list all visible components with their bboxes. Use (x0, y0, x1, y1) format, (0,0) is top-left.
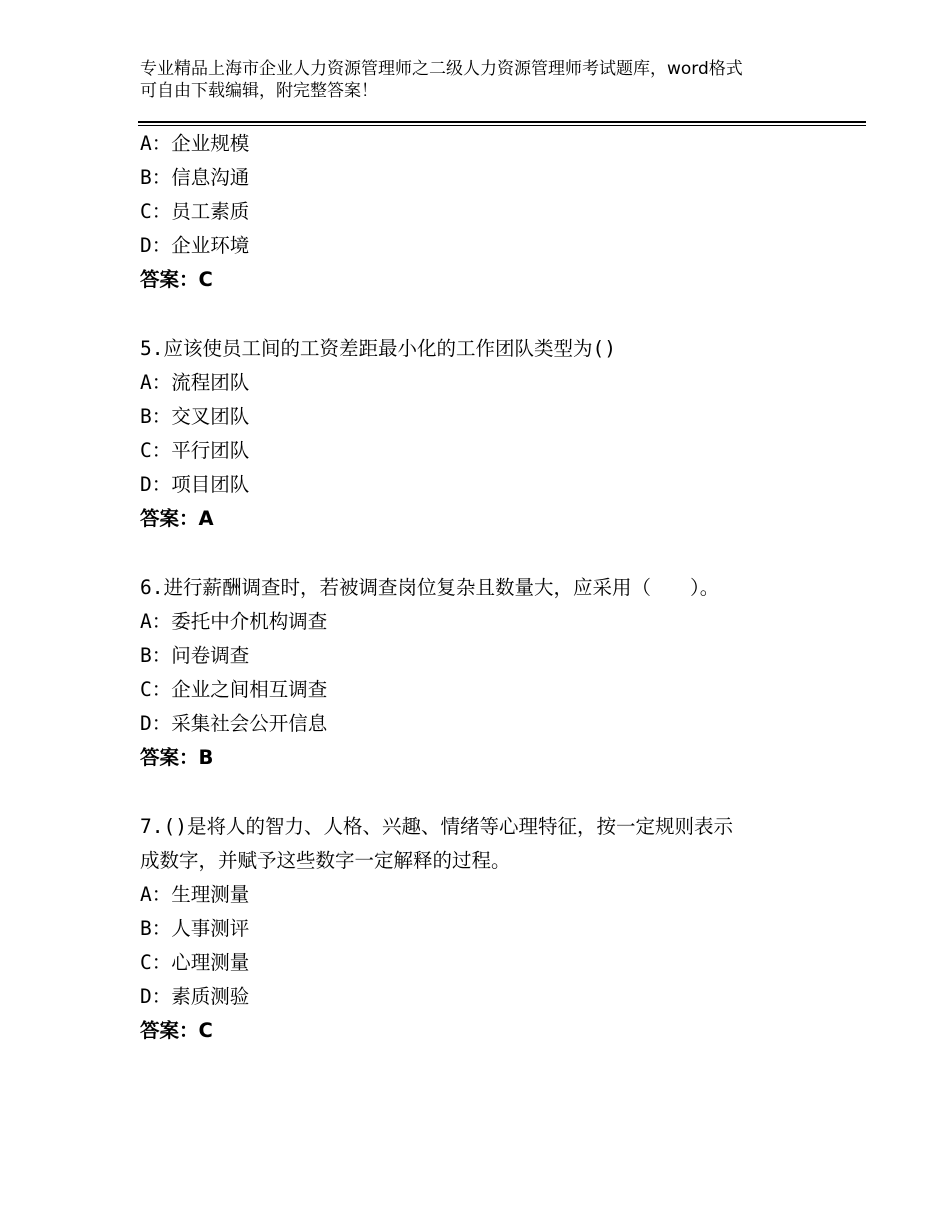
option-d: D：企业环境 (140, 234, 250, 257)
option-b: B：人事测评 (140, 917, 250, 940)
answer-line: 答案：B (140, 746, 214, 769)
question-block-5 (140, 332, 840, 536)
answer-line: 答案：C (140, 268, 213, 291)
option-a: A：企业规模 (140, 132, 250, 155)
spacer (140, 775, 840, 810)
spacer (140, 536, 840, 571)
header-divider-thick (138, 121, 866, 123)
question-list (140, 127, 840, 1048)
question-block-7 (140, 810, 840, 1048)
option-d: D：素质测验 (140, 985, 250, 1008)
answer-line: 答案：C (140, 1019, 213, 1042)
header-divider-thin (138, 125, 866, 126)
option-a: A：委托中介机构调查 (140, 610, 328, 633)
question-block-4 (140, 127, 840, 297)
option-c: C：心理测量 (140, 951, 250, 974)
question-text-line-1: 7.()是将人的智力、人格、兴趣、情绪等心理特征，按一定规则表示 (140, 815, 733, 838)
option-d: D：项目团队 (140, 473, 250, 496)
option-a: A：流程团队 (140, 371, 250, 394)
header-title-line-2: 可自由下载编辑，附完整答案！ (140, 81, 378, 101)
option-b: B：交叉团队 (140, 405, 250, 428)
option-c: C：员工素质 (140, 200, 250, 223)
spacer (140, 297, 840, 332)
answer-line: 答案：A (140, 507, 214, 530)
option-a: A：生理测量 (140, 883, 250, 906)
option-c: C：平行团队 (140, 439, 250, 462)
question-block-6 (140, 571, 840, 775)
header-title-line-1: 专业精品上海市企业人力资源管理师之二级人力资源管理师考试题库，word格式 (140, 59, 743, 79)
question-text-line-2: 成数字，并赋予这些数字一定解释的过程。 (140, 849, 511, 872)
document-header (140, 58, 840, 102)
option-d: D：采集社会公开信息 (140, 712, 328, 735)
option-b: B：问卷调查 (140, 644, 250, 667)
question-text: 5.应该使员工间的工资差距最小化的工作团队类型为() (140, 337, 616, 360)
option-b: B：信息沟通 (140, 166, 250, 189)
option-c: C：企业之间相互调查 (140, 678, 328, 701)
question-text: 6.进行薪酬调查时，若被调查岗位复杂且数量大，应采用（ ）。 (140, 576, 720, 599)
